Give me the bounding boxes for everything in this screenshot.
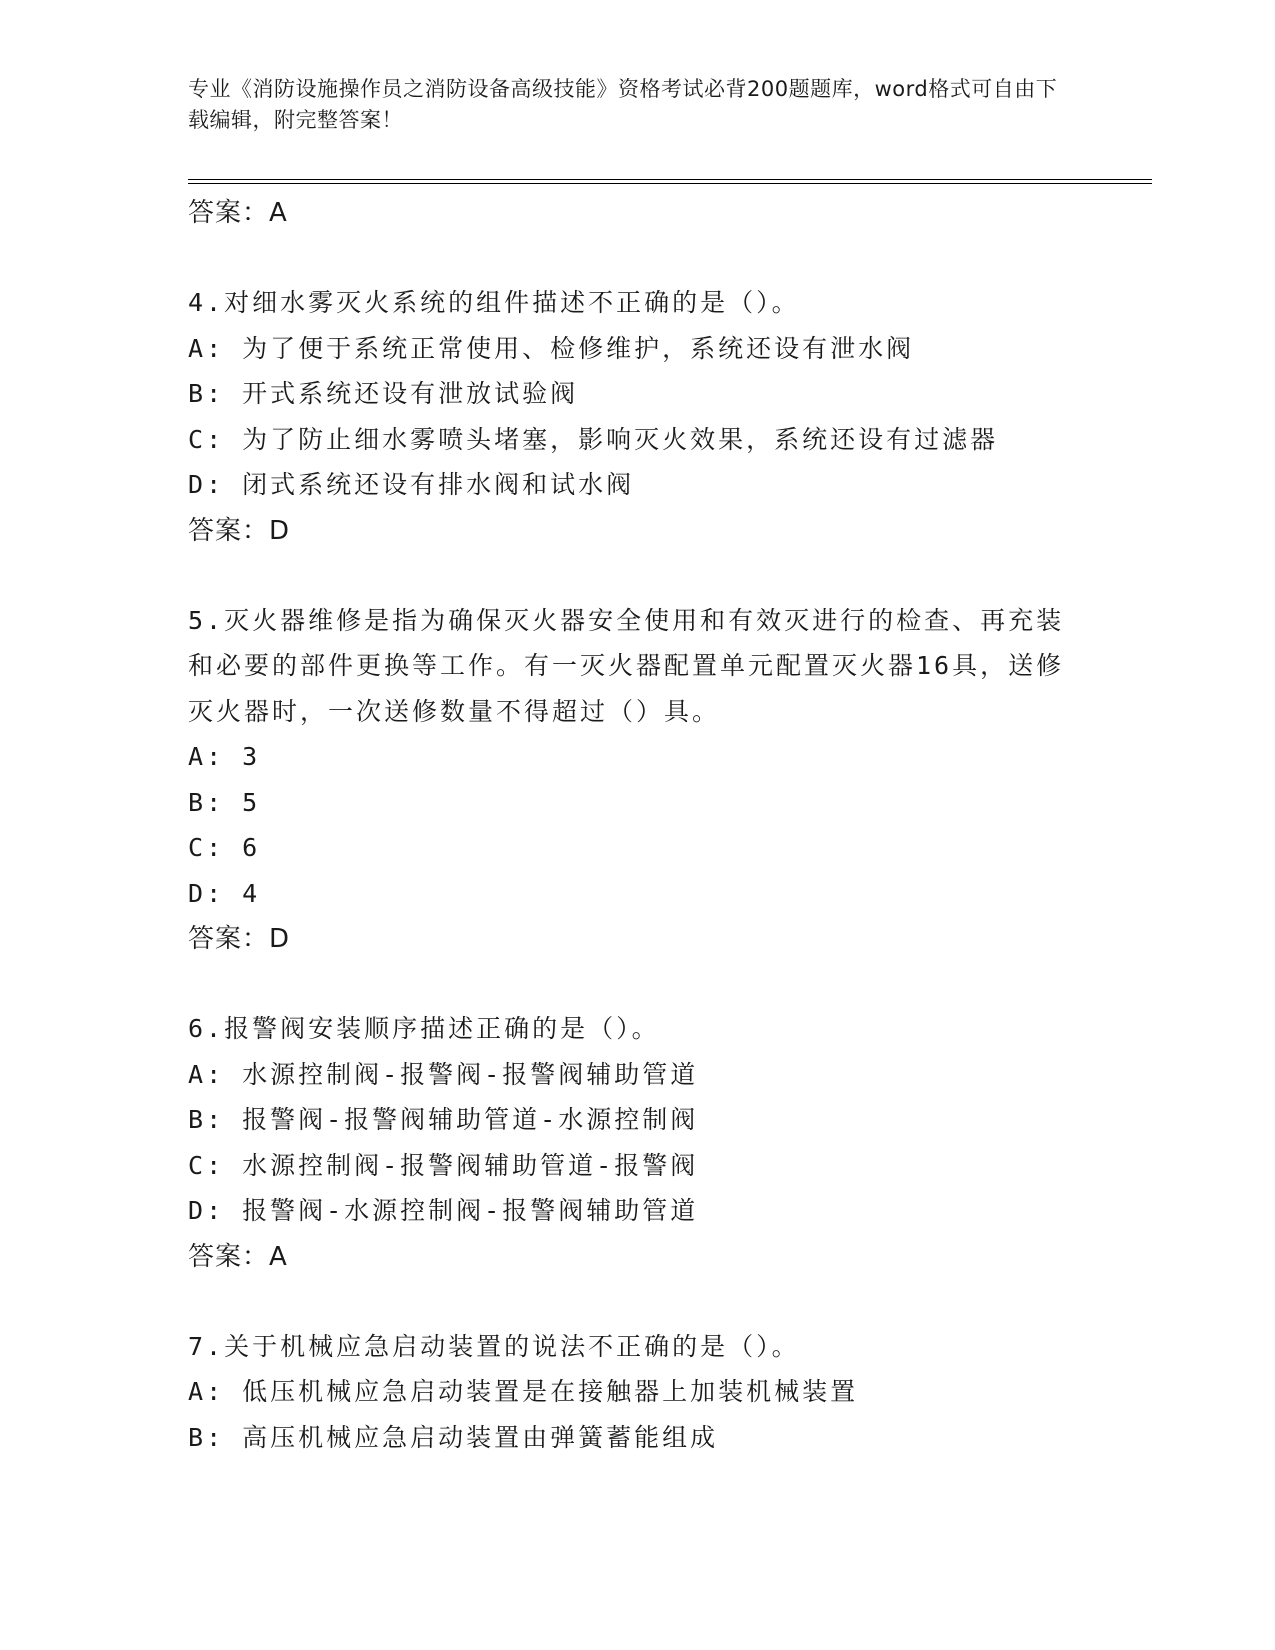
answer-line: 答案：D	[188, 515, 291, 546]
answer-line: 答案：D	[188, 924, 291, 954]
answer-line: 答案：A	[188, 1241, 288, 1272]
answer-value: A	[269, 198, 288, 228]
question-stem: 5.灭火器维修是指为确保灭火器安全使用和有效灭进行的检查、再充装和必要的部件更换等工作。有一灭火器配置单元配置灭火器16具，送修灭火器时，一次送修数量不得超过（）具。	[188, 605, 1065, 726]
question-stem: 6.报警阀安装顺序描述正确的是（）。	[188, 1014, 660, 1043]
answer-value: A	[269, 1241, 288, 1272]
header-rule-bottom	[188, 183, 1152, 184]
option-b: B: 高压机械应急启动装置由弹簧蓄能组成	[188, 1422, 719, 1452]
option-c: C: 水源控制阀-报警阀辅助管道-报警阀	[188, 1150, 699, 1180]
option-d: D: 4	[188, 878, 261, 908]
option-b: B: 开式系统还设有泄放试验阀	[188, 379, 579, 408]
answer-line: 答案：A	[188, 198, 288, 228]
answer-value: D	[269, 515, 291, 546]
question-stem: 4.对细水雾灭火系统的组件描述不正确的是（）。	[188, 288, 800, 317]
question-block	[188, 1006, 1088, 1280]
option-a: A: 为了便于系统正常使用、检修维护，系统还设有泄水阀	[188, 333, 915, 363]
option-a: A: 水源控制阀-报警阀-报警阀辅助管道	[188, 1059, 699, 1089]
option-b: B: 报警阀-报警阀辅助管道-水源控制阀	[188, 1105, 699, 1134]
option-d: D: 报警阀-水源控制阀-报警阀辅助管道	[188, 1196, 699, 1225]
option-d: D: 闭式系统还设有排水阀和试水阀	[188, 470, 635, 499]
answer-value: D	[269, 924, 291, 954]
option-a: A: 低压机械应急启动装置是在接触器上加装机械装置	[188, 1377, 859, 1406]
question-block	[188, 598, 1088, 963]
question-stem: 7.关于机械应急启动装置的说法不正确的是（）。	[188, 1331, 800, 1361]
question-list	[188, 190, 1088, 1460]
question-block	[188, 1324, 1088, 1461]
option-b: B: 5	[188, 787, 261, 817]
header-rule-top	[188, 179, 1152, 180]
option-c: C: 6	[188, 833, 261, 862]
option-a: A: 3	[188, 742, 261, 771]
question-block	[188, 280, 1088, 554]
document-header: 专业《消防设施操作员之消防设备高级技能》资格考试必背200题题库，word格式可自由下载编辑，附完整答案！	[188, 77, 1058, 132]
option-c: C: 为了防止细水雾喷头堵塞，影响灭火效果，系统还设有过滤器	[188, 424, 999, 454]
